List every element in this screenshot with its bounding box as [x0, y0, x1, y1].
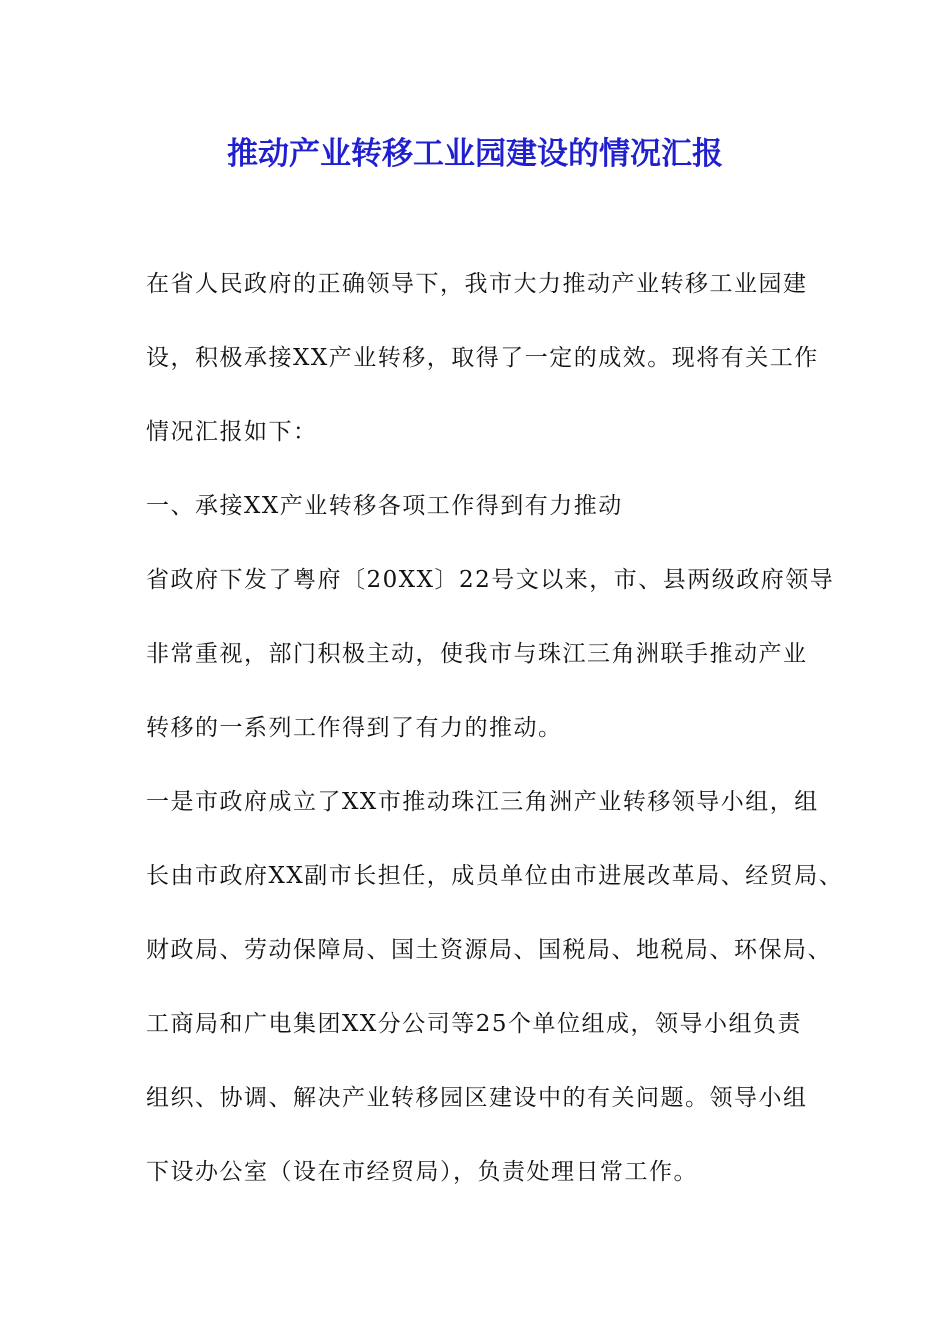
paragraph-2-line-4: 工商局和广电集团XX分公司等25个单位组成，领导小组负责: [146, 1011, 803, 1037]
document-title: 推动产业转移工业园建设的情况汇报: [227, 136, 723, 172]
paragraph-2-line-2: 长由市政府XX副市长担任，成员单位由市进展改革局、经贸局、: [146, 863, 844, 889]
paragraph-1-line-2: 非常重视，部门积极主动，使我市与珠江三角洲联手推动产业: [146, 641, 808, 667]
paragraph-1-line-1: 省政府下发了粤府〔20XX〕22号文以来，市、县两级政府领导: [146, 567, 835, 593]
paragraph-intro-line-1: 在省人民政府的正确领导下，我市大力推动产业转移工业园建: [146, 271, 808, 297]
paragraph-intro-line-2: 设，积极承接XX产业转移，取得了一定的成效。现将有关工作: [146, 345, 819, 371]
paragraph-2-line-5: 组织、协调、解决产业转移园区建设中的有关问题。领导小组: [146, 1085, 808, 1111]
paragraph-2-line-1: 一是市政府成立了XX市推动珠江三角洲产业转移领导小组，组: [146, 789, 819, 815]
section-heading-1: 一、承接XX产业转移各项工作得到有力推动: [146, 493, 623, 519]
paragraph-2-line-6: 下设办公室（设在市经贸局），负责处理日常工作。: [146, 1159, 698, 1185]
paragraph-2-line-3: 财政局、劳动保障局、国土资源局、国税局、地税局、环保局、: [146, 937, 832, 963]
paragraph-intro-line-3: 情况汇报如下：: [146, 419, 318, 445]
paragraph-1-line-3: 转移的一系列工作得到了有力的推动。: [146, 715, 563, 741]
